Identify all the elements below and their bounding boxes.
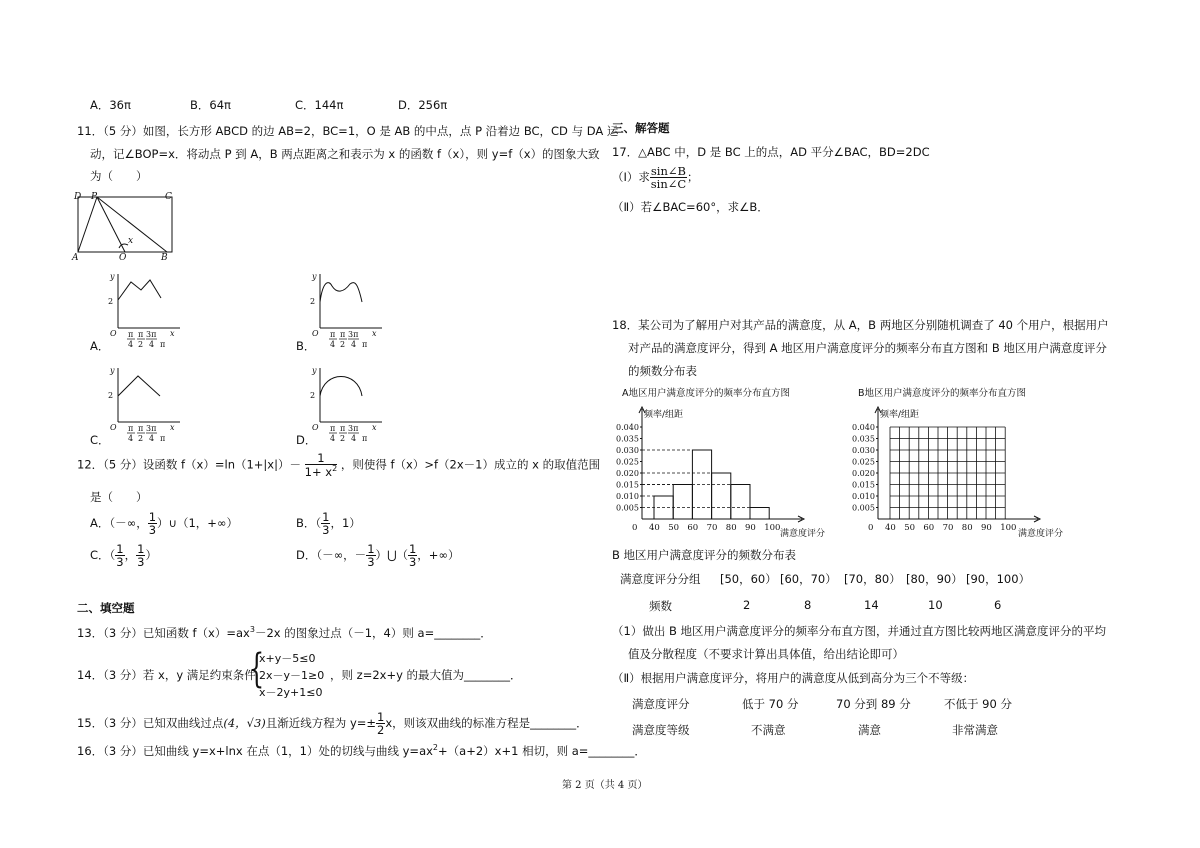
svg-text:π: π xyxy=(340,424,346,433)
q18-line2: 对产品的满意度评分，得到 A 地区用户满意度评分的频率分布直方图和 B 地区用户满意度评分 xyxy=(628,341,1107,355)
svg-text:π: π xyxy=(362,340,368,349)
label-a: A xyxy=(72,253,79,263)
chart-a-title: A地区用户满意度评分的频率分布直方图 xyxy=(622,388,790,399)
q10-option-a: A．36π xyxy=(90,98,131,112)
svg-text:y: y xyxy=(110,272,115,281)
chart-a-x-tick-label: 40 xyxy=(649,523,660,533)
svg-text:3π: 3π xyxy=(348,330,359,339)
page-footer: 第 2 页（共 4 页） xyxy=(562,780,648,791)
chart-a-histogram xyxy=(612,383,826,541)
svg-text:π: π xyxy=(340,330,346,339)
table-header-2: [60，70） xyxy=(780,572,837,586)
q18-part2: （Ⅱ）根据用户满意度评分，将用户的满意度从低到高分为三个不等级： xyxy=(612,671,975,685)
level-row1-1: 低于 70 分 xyxy=(742,697,799,711)
label-x: x xyxy=(128,236,134,246)
svg-text:x: x xyxy=(170,329,175,338)
svg-text:3π: 3π xyxy=(348,424,359,433)
chart-b-x-tick-label: 60 xyxy=(923,523,935,533)
q12-line2: 是（ ） xyxy=(90,490,148,504)
svg-text:O: O xyxy=(312,329,319,338)
q12-option-c: C．（ $\frac{1}{3}$ ， $\frac{1}{3}$ ） xyxy=(90,542,157,570)
svg-text:2: 2 xyxy=(108,297,114,306)
q12-option-b: B．（ $\frac{1}{3}$ ，1） xyxy=(296,510,361,538)
table-header-1: [50，60） xyxy=(720,572,777,586)
chart-a-y-tick-label: 0.025 xyxy=(616,457,639,467)
svg-text:x: x xyxy=(372,329,377,338)
level-row1-0: 满意度评分 xyxy=(632,697,690,711)
q11-line3: 为（ ） xyxy=(90,169,148,183)
chart-b-y-tick-label: 0.035 xyxy=(852,434,875,444)
q11-option-b-label: B． xyxy=(296,339,316,353)
q11-graph-c xyxy=(100,364,190,448)
chart-a-x-tick-label: 90 xyxy=(745,523,756,533)
table-cell-1: 2 xyxy=(743,598,751,612)
chart-b-origin-label: 0 xyxy=(868,523,874,533)
svg-text:4: 4 xyxy=(330,434,336,443)
q18-line3: 的频数分布表 xyxy=(628,364,697,378)
chart-b-y-tick-label: 0.015 xyxy=(852,480,875,490)
chart-a-x-tick-label: 50 xyxy=(668,523,680,533)
chart-a-y-tick-label: 0.035 xyxy=(616,434,639,444)
svg-text:2: 2 xyxy=(340,434,346,443)
q18-line1: 18．某公司为了解用户对其产品的满意度，从 A，B 两地区分别随机调查了 40 个用户，根据用户 xyxy=(612,318,1109,332)
level-row2-0: 满意度等级 xyxy=(632,723,690,737)
svg-text:3π: 3π xyxy=(146,424,157,433)
level-row1-3: 不低于 90 分 xyxy=(944,697,1012,711)
q17-part-i: （Ⅰ）求 $\frac{\sin\angle B}{\sin\angle C}$ ； xyxy=(612,164,699,192)
table-cell-3: 14 xyxy=(864,598,879,612)
q15: 15．（3 分）已知双曲线过点(4，√3)且渐近线方程为 y=± $\frac{1}{2}$ x，则该双曲线的标准方程是________． xyxy=(77,710,588,738)
q13: 13．（3 分）已知函数 $f(x)=ax^3-2x$ 的图象过点（－1，4）则 a=________． xyxy=(77,625,492,640)
chart-a-y-tick-label: 0.030 xyxy=(616,446,639,455)
svg-text:π: π xyxy=(138,424,144,433)
table-header-5: [90，100） xyxy=(966,572,1031,586)
q17-line1: 17．△ABC 中，D 是 BC 上的点，AD 平分∠BAC，BD=2DC xyxy=(612,145,930,159)
chart-b-y-tick-label: 0.040 xyxy=(852,423,875,432)
table-row-label: 频数 xyxy=(649,599,672,613)
svg-text:4: 4 xyxy=(128,340,134,349)
table-cell-5: 6 xyxy=(994,598,1002,612)
chart-a-y-tick-label: 0.015 xyxy=(616,480,639,490)
chart-a-bar xyxy=(673,485,692,520)
q14-constraint-1: x+y－5≤0 xyxy=(259,652,316,665)
svg-text:4: 4 xyxy=(330,340,336,349)
svg-text:4: 4 xyxy=(128,434,134,443)
table-cell-4: 10 xyxy=(928,598,943,612)
chart-b-x-tick-label: 90 xyxy=(981,523,992,533)
chart-b-y-tick-label: 0.010 xyxy=(852,492,875,501)
chart-b-x-tick-label: 80 xyxy=(961,523,973,533)
svg-text:π: π xyxy=(128,424,134,433)
q14-constraint-brace: { xyxy=(249,646,265,692)
label-p: P xyxy=(91,192,98,202)
chart-a-bar xyxy=(712,473,731,519)
q16: 16．（3 分）已知曲线 y=x+lnx 在点（1，1）处的切线与曲线 $y=ax^2+(a+2)x+1$ 相切，则 a=________． xyxy=(77,743,646,758)
table-title: B 地区用户满意度评分的频数分布表 xyxy=(612,548,797,562)
svg-text:4: 4 xyxy=(149,340,155,349)
svg-text:y: y xyxy=(312,366,317,375)
svg-text:2: 2 xyxy=(138,434,144,443)
svg-text:π: π xyxy=(362,434,368,443)
chart-b-x-tick-label: 40 xyxy=(885,523,896,533)
chart-a-y-tick-label: 0.040 xyxy=(616,423,639,432)
chart-a-y-tick-label: 0.020 xyxy=(616,469,639,478)
label-d: D xyxy=(74,192,82,202)
section-fill-in-title: 二、填空题 xyxy=(77,601,135,615)
svg-text:O: O xyxy=(312,423,319,432)
q14: 14．（3 分）若 x，y 满足约束条件 xyxy=(77,668,256,682)
q14-constraint-3: x－2y+1≤0 xyxy=(259,686,323,699)
q11-option-c-label: C． xyxy=(90,433,110,447)
chart-a-y-tick-label: 0.010 xyxy=(616,492,639,501)
q10-option-d: D．256π xyxy=(398,98,448,112)
svg-text:2: 2 xyxy=(108,391,114,400)
chart-a-bar xyxy=(731,485,750,520)
level-row2-1: 不满意 xyxy=(751,723,786,737)
q11-option-a-label: A． xyxy=(90,339,110,353)
chart-a-xlabel: 满意度评分 xyxy=(780,529,826,539)
table-header-4: [80，90） xyxy=(906,572,963,586)
chart-a-ylabel: 频率/组距 xyxy=(644,410,684,420)
chart-b-y-tick-label: 0.030 xyxy=(852,446,875,455)
table-cell-2: 8 xyxy=(804,598,812,612)
chart-a-y-tick-label: 0.005 xyxy=(616,503,639,513)
q12-line1: 12．（5 分）设函数 f（x）=ln（1+|x|）－ $\frac{1}{1+ x^2}$ ，则使得 f（x）>f（2x－1）成立的 x 的取值范围 xyxy=(77,451,601,479)
q10-option-c: C．144π xyxy=(295,98,344,112)
svg-text:π: π xyxy=(330,330,336,339)
level-row2-2: 满意 xyxy=(858,723,881,737)
svg-text:π: π xyxy=(330,424,336,433)
table-header-3: [70，80） xyxy=(844,572,901,586)
svg-text:y: y xyxy=(312,272,317,281)
svg-text:O: O xyxy=(110,329,117,338)
chart-a-x-tick-label: 70 xyxy=(706,523,718,533)
chart-b-histogram xyxy=(848,383,1063,541)
level-row1-2: 70 分到 89 分 xyxy=(836,697,911,711)
chart-a-x-tick-label: 80 xyxy=(725,523,737,533)
q12-option-d: D．（－∞，－ $\frac{1}{3}$ ）⋃（ $\frac{1}{3}$ ，+∞） xyxy=(296,542,460,570)
q18-part1-line1: （1）做出 B 地区用户满意度评分的频率分布直方图，并通过直方图比较两地区满意度评分的平均 xyxy=(612,624,1107,638)
chart-a-origin-label: 0 xyxy=(632,523,638,533)
q18-part1-line2: 值及分散程度（不要求计算出具体值，给出结论即可） xyxy=(628,647,904,661)
svg-text:π: π xyxy=(128,330,134,339)
svg-text:x: x xyxy=(372,423,377,432)
q11-graph-b xyxy=(302,270,392,354)
chart-a-bar xyxy=(750,508,769,520)
q11-rectangle-figure xyxy=(72,190,182,262)
chart-b-x-tick-label: 70 xyxy=(942,523,954,533)
q10-option-b: B．64π xyxy=(190,98,231,112)
svg-text:2: 2 xyxy=(138,340,144,349)
chart-b-x-tick-label: 100 xyxy=(1000,523,1017,533)
svg-text:π: π xyxy=(160,434,166,443)
q11-graph-a xyxy=(100,270,190,354)
chart-b-y-tick-label: 0.025 xyxy=(852,457,875,467)
q14-tail: ，则 z=2x+y 的最大值为________． xyxy=(330,668,522,682)
q11-option-d-label: D． xyxy=(296,433,317,447)
chart-b-ylabel: 频率/组距 xyxy=(880,410,920,420)
q17-part-ii: （Ⅱ）若∠BAC=60°，求∠B． xyxy=(612,200,769,214)
svg-text:4: 4 xyxy=(351,434,357,443)
svg-text:O: O xyxy=(110,423,117,432)
label-b: B xyxy=(161,253,168,263)
svg-text:π: π xyxy=(138,330,144,339)
chart-b-x-tick-label: 50 xyxy=(904,523,916,533)
chart-a-x-tick-label: 100 xyxy=(764,523,781,533)
chart-b-title: B地区用户满意度评分的频率分布直方图 xyxy=(858,388,1027,399)
label-o: O xyxy=(119,253,127,263)
svg-text:y: y xyxy=(110,366,115,375)
table-header-0: 满意度评分分组 xyxy=(620,572,701,586)
svg-text:2: 2 xyxy=(310,391,316,400)
svg-text:4: 4 xyxy=(149,434,155,443)
q11-line1: 11．（5 分）如图，长方形 ABCD 的边 AB=2，BC=1，O 是 AB 的中点，点 P 沿着边 BC，CD 与 DA 运 xyxy=(77,124,619,138)
q11-line2: 动，记∠BOP=x．将动点 P 到 A，B 两点距离之和表示为 x 的函数 f（x），则 y=f（x）的图象大致 xyxy=(90,147,600,161)
label-c: C xyxy=(165,192,172,202)
svg-text:x: x xyxy=(170,423,175,432)
q14-constraint-2: 2x－y－1≥0 xyxy=(259,669,325,682)
svg-text:3π: 3π xyxy=(146,330,157,339)
chart-a-x-tick-label: 60 xyxy=(687,523,699,533)
chart-b-y-tick-label: 0.005 xyxy=(852,503,875,513)
svg-text:2: 2 xyxy=(340,340,346,349)
chart-b-y-tick-label: 0.020 xyxy=(852,469,875,478)
chart-b-xlabel: 满意度评分 xyxy=(1018,529,1064,539)
svg-text:4: 4 xyxy=(351,340,357,349)
q12-fraction: $\frac{1}{1+ x^2}$ xyxy=(304,451,338,479)
level-row2-3: 非常满意 xyxy=(952,723,998,737)
q12-option-a: A．（－∞， $\frac{1}{3}$ ）∪（1，+∞） xyxy=(90,510,238,538)
svg-text:2: 2 xyxy=(310,297,316,306)
svg-text:π: π xyxy=(160,340,166,349)
section-answer-title: 三、解答题 xyxy=(612,121,670,135)
